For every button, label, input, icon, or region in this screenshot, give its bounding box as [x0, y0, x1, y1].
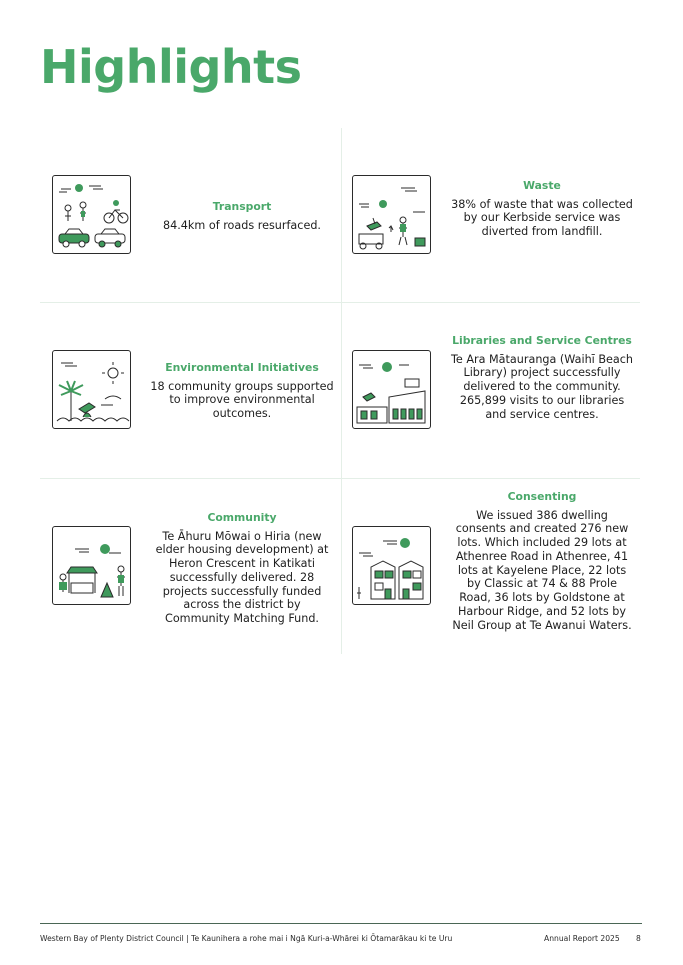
- consenting-icon: [352, 526, 431, 605]
- highlight-community: [40, 479, 340, 654]
- highlight-environment: [40, 303, 340, 478]
- highlight-body: 84.4km of roads resurfaced.: [163, 218, 321, 232]
- page-title: Highlights: [40, 40, 302, 94]
- transport-icon: [52, 175, 131, 254]
- waste-icon: [352, 175, 431, 254]
- highlight-body: 38% of waste that was collected by our Kerbside service was diverted from landfill.: [451, 197, 633, 239]
- highlight-body: We issued 386 dwelling consents and created 276 new lots. Which included 29 lots at Athenree Road in Athenree, 41 lots at Kayelene Place, 22 lots by Classic at 74 & 88 Prole Road, 36 lots by Goldstone at Harbour Ridge, and 52 lots by Neil Group at Te Awanui Waters.: [452, 508, 632, 632]
- highlight-body: 18 community groups supported to improve environmental outcomes.: [150, 379, 334, 421]
- highlight-libraries: [340, 303, 640, 478]
- highlight-heading: Community: [207, 511, 277, 524]
- highlight-heading: Libraries and Service Centres: [452, 334, 632, 347]
- community-icon: [52, 526, 131, 605]
- highlight-transport: [40, 128, 340, 303]
- highlight-heading: Environmental Initiatives: [165, 361, 319, 374]
- footer-divider: [40, 923, 642, 924]
- highlight-heading: Waste: [523, 179, 561, 192]
- highlight-body: Te Ara Mātauranga (Waihī Beach Library) project successfully delivered to the community. 265,899 visits to our libraries and service centres.: [450, 352, 634, 421]
- library-icon: [352, 350, 431, 429]
- highlight-body: Te Āhuru Mōwai o Hiria (new elder housing development) at Heron Crescent in Katikati successfully delivered. 28 projects successfully funded across the district by Community Matching Fund.: [155, 529, 329, 626]
- highlight-consenting: [340, 479, 640, 654]
- highlight-heading: Transport: [212, 200, 272, 213]
- environment-icon: [52, 350, 131, 429]
- footer-council: Western Bay of Plenty District Council | Te Kaunihera a rohe mai i Ngā Kuri-a-Whārei ki Ōtamarākau ki te Uru: [40, 934, 453, 943]
- footer-report-title: Annual Report 2025: [544, 934, 620, 943]
- highlight-waste: [340, 128, 640, 303]
- page-number: 8: [636, 934, 641, 943]
- highlight-heading: Consenting: [507, 490, 577, 503]
